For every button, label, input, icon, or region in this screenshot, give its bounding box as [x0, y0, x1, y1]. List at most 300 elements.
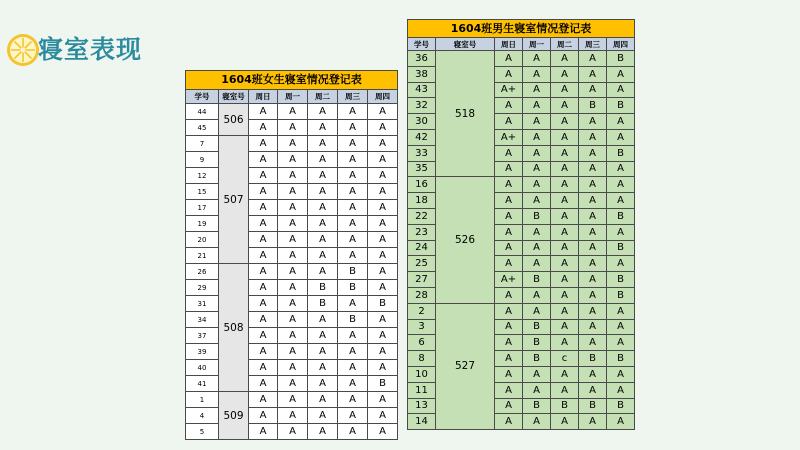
- col-header-monday: 周一: [278, 90, 308, 104]
- grade-cell: A: [308, 344, 338, 360]
- grade-cell: A: [495, 414, 523, 430]
- grade-cell: A: [278, 104, 308, 120]
- grade-cell: A: [338, 392, 368, 408]
- grade-cell: A: [495, 303, 523, 319]
- grade-cell: A: [579, 256, 607, 272]
- lemon-slice-icon: [6, 33, 40, 67]
- student-id-cell: 7: [186, 136, 219, 152]
- grade-cell: A: [278, 136, 308, 152]
- grade-cell: A: [523, 98, 551, 114]
- student-id-cell: 36: [408, 51, 436, 67]
- grade-cell: A: [249, 392, 278, 408]
- grade-cell: A: [308, 408, 338, 424]
- grade-cell: A: [551, 335, 579, 351]
- grade-cell: A: [249, 328, 278, 344]
- grade-cell: A: [523, 51, 551, 67]
- grade-cell: A: [308, 248, 338, 264]
- grade-cell: A: [495, 335, 523, 351]
- grade-cell: A: [308, 200, 338, 216]
- grade-cell: A: [278, 232, 308, 248]
- student-id-cell: 5: [186, 424, 219, 440]
- grade-cell: A: [249, 168, 278, 184]
- grade-cell: A: [495, 193, 523, 209]
- table-row: [186, 152, 398, 168]
- student-id-cell: 8: [408, 351, 436, 367]
- grade-cell: A: [278, 120, 308, 136]
- col-header-tuesday: 周二: [308, 90, 338, 104]
- student-id-cell: 18: [408, 193, 436, 209]
- student-id-cell: 12: [186, 168, 219, 184]
- col-header-monday: 周一: [523, 38, 551, 51]
- grade-cell: A: [579, 224, 607, 240]
- grade-cell: A: [551, 366, 579, 382]
- room-number-cell: 518: [436, 51, 495, 177]
- grade-cell: A: [495, 51, 523, 67]
- grade-cell: A: [308, 376, 338, 392]
- grade-cell: A: [368, 328, 398, 344]
- grade-cell: B: [338, 312, 368, 328]
- grade-cell: A: [523, 287, 551, 303]
- grade-cell: A: [579, 319, 607, 335]
- grade-cell: A: [551, 161, 579, 177]
- grade-cell: A: [338, 328, 368, 344]
- grade-cell: A: [308, 264, 338, 280]
- grade-cell: A: [579, 51, 607, 67]
- grade-cell: A: [579, 129, 607, 145]
- grade-cell: A: [338, 376, 368, 392]
- grade-cell: A: [278, 152, 308, 168]
- grade-cell: A: [278, 376, 308, 392]
- grade-cell: A: [249, 184, 278, 200]
- grade-cell: B: [607, 240, 635, 256]
- grade-cell: A: [523, 82, 551, 98]
- grade-cell: A: [368, 232, 398, 248]
- grade-cell: A: [523, 240, 551, 256]
- grade-cell: A: [338, 248, 368, 264]
- student-id-cell: 32: [408, 98, 436, 114]
- grade-cell: B: [338, 280, 368, 296]
- grade-cell: A: [308, 168, 338, 184]
- grade-cell: A: [551, 256, 579, 272]
- grade-cell: A: [308, 216, 338, 232]
- grade-cell: A: [249, 408, 278, 424]
- student-id-cell: 21: [186, 248, 219, 264]
- room-number-cell: 508: [219, 264, 249, 392]
- grade-cell: A: [523, 145, 551, 161]
- student-id-cell: 44: [186, 104, 219, 120]
- student-id-cell: 34: [186, 312, 219, 328]
- grade-cell: A: [551, 145, 579, 161]
- table-row: [408, 51, 635, 67]
- grade-cell: A: [278, 392, 308, 408]
- col-header-student-id: 学号: [186, 90, 219, 104]
- grade-cell: B: [607, 208, 635, 224]
- table-row: [186, 248, 398, 264]
- grade-cell: A: [249, 312, 278, 328]
- grade-cell: A: [579, 82, 607, 98]
- boys-table-caption: 1604班男生寝室情况登记表: [407, 19, 635, 37]
- grade-cell: A: [523, 114, 551, 130]
- grade-cell: A: [523, 366, 551, 382]
- grade-cell: A: [338, 216, 368, 232]
- grade-cell: A: [278, 296, 308, 312]
- grade-cell: A: [523, 224, 551, 240]
- student-id-cell: 1: [186, 392, 219, 408]
- grade-cell: A: [368, 152, 398, 168]
- student-id-cell: 29: [186, 280, 219, 296]
- grade-cell: A: [551, 114, 579, 130]
- table-row: [186, 376, 398, 392]
- grade-cell: A: [579, 114, 607, 130]
- grade-cell: A: [338, 296, 368, 312]
- table-row: [186, 232, 398, 248]
- grade-cell: A: [368, 392, 398, 408]
- table-row: [186, 200, 398, 216]
- grade-cell: A: [607, 114, 635, 130]
- grade-cell: A: [551, 66, 579, 82]
- student-id-cell: 24: [408, 240, 436, 256]
- grade-cell: B: [338, 264, 368, 280]
- grade-cell: A: [579, 272, 607, 288]
- student-id-cell: 37: [186, 328, 219, 344]
- room-number-cell: 507: [219, 136, 249, 264]
- table-row: [186, 120, 398, 136]
- grade-cell: A: [495, 382, 523, 398]
- grade-cell: A: [607, 193, 635, 209]
- grade-cell: A: [338, 232, 368, 248]
- table-row: [186, 216, 398, 232]
- grade-cell: A: [338, 424, 368, 440]
- table-row: [186, 104, 398, 120]
- grade-cell: B: [308, 296, 338, 312]
- room-number-cell: 509: [219, 392, 249, 440]
- boys-dorm-table: [407, 19, 635, 430]
- table-row: [186, 312, 398, 328]
- table-row: [186, 280, 398, 296]
- grade-cell: A: [523, 303, 551, 319]
- col-header-room: 寝室号: [436, 38, 495, 51]
- grade-cell: A: [579, 366, 607, 382]
- grade-cell: A: [249, 264, 278, 280]
- grade-cell: A: [308, 232, 338, 248]
- grade-cell: A: [579, 303, 607, 319]
- grade-cell: A: [249, 200, 278, 216]
- grade-cell: A: [579, 240, 607, 256]
- grade-cell: B: [523, 398, 551, 414]
- grade-cell: A: [607, 414, 635, 430]
- grade-cell: A: [308, 392, 338, 408]
- grade-cell: A: [551, 319, 579, 335]
- grade-cell: A: [278, 312, 308, 328]
- student-id-cell: 23: [408, 224, 436, 240]
- grade-cell: A: [551, 272, 579, 288]
- grade-cell: A: [551, 82, 579, 98]
- grade-cell: A: [308, 328, 338, 344]
- room-number-cell: 506: [219, 104, 249, 136]
- grade-cell: B: [607, 287, 635, 303]
- grade-cell: A: [278, 344, 308, 360]
- grade-cell: A: [579, 414, 607, 430]
- grade-cell: A: [368, 344, 398, 360]
- grade-cell: A: [523, 161, 551, 177]
- page-title: 寝室表现: [38, 35, 143, 64]
- grade-cell: B: [579, 98, 607, 114]
- grade-cell: A: [249, 296, 278, 312]
- grade-cell: A: [249, 216, 278, 232]
- grade-cell: A: [338, 152, 368, 168]
- student-id-cell: 27: [408, 272, 436, 288]
- header-row: [186, 90, 398, 104]
- student-id-cell: 40: [186, 360, 219, 376]
- grade-cell: A: [368, 424, 398, 440]
- student-id-cell: 28: [408, 287, 436, 303]
- grade-cell: A: [607, 161, 635, 177]
- grade-cell: A: [607, 319, 635, 335]
- grade-cell: A: [551, 177, 579, 193]
- grade-cell: A: [495, 98, 523, 114]
- student-id-cell: 43: [408, 82, 436, 98]
- grade-cell: A: [551, 287, 579, 303]
- table-row: [186, 296, 398, 312]
- student-id-cell: 16: [408, 177, 436, 193]
- grade-cell: A: [249, 424, 278, 440]
- grade-cell: A: [278, 408, 308, 424]
- grade-cell: A: [368, 264, 398, 280]
- grade-cell: A: [278, 360, 308, 376]
- grade-cell: A: [579, 66, 607, 82]
- grade-cell: B: [579, 398, 607, 414]
- table-row: [186, 168, 398, 184]
- grade-cell: A: [368, 104, 398, 120]
- grade-cell: A: [368, 168, 398, 184]
- student-id-cell: 33: [408, 145, 436, 161]
- col-header-thursday: 周四: [368, 90, 398, 104]
- grade-cell: B: [607, 51, 635, 67]
- grade-cell: B: [607, 145, 635, 161]
- grade-cell: A: [308, 424, 338, 440]
- grade-cell: B: [523, 208, 551, 224]
- grade-cell: A: [368, 200, 398, 216]
- grade-cell: A: [278, 248, 308, 264]
- student-id-cell: 25: [408, 256, 436, 272]
- grade-cell: A: [249, 376, 278, 392]
- table-row: [408, 177, 635, 193]
- grade-cell: A: [495, 319, 523, 335]
- table-row: [186, 360, 398, 376]
- student-id-cell: 13: [408, 398, 436, 414]
- grade-cell: A: [551, 414, 579, 430]
- grade-cell: B: [607, 398, 635, 414]
- col-header-room: 寝室号: [219, 90, 249, 104]
- header-row: [408, 38, 635, 51]
- student-id-cell: 45: [186, 120, 219, 136]
- grade-cell: A: [368, 120, 398, 136]
- student-id-cell: 39: [186, 344, 219, 360]
- student-id-cell: 30: [408, 114, 436, 130]
- grade-cell: A: [368, 408, 398, 424]
- grade-cell: B: [523, 272, 551, 288]
- grade-cell: A: [495, 398, 523, 414]
- grade-cell: B: [607, 272, 635, 288]
- grade-cell: A: [579, 335, 607, 351]
- grade-cell: B: [579, 351, 607, 367]
- grade-cell: A: [495, 287, 523, 303]
- grade-cell: A: [338, 104, 368, 120]
- grade-cell: A: [368, 184, 398, 200]
- grade-cell: A: [607, 66, 635, 82]
- grade-cell: A: [495, 256, 523, 272]
- grade-cell: A: [579, 193, 607, 209]
- grade-cell: A: [495, 351, 523, 367]
- grade-cell: A: [523, 66, 551, 82]
- grade-cell: B: [368, 376, 398, 392]
- table-row: [186, 344, 398, 360]
- grade-cell: A: [495, 114, 523, 130]
- grade-cell: B: [308, 280, 338, 296]
- grade-cell: c: [551, 351, 579, 367]
- grade-cell: A: [607, 129, 635, 145]
- grade-cell: A: [278, 328, 308, 344]
- col-header-student-id: 学号: [408, 38, 436, 51]
- grade-cell: A: [368, 136, 398, 152]
- grade-cell: A: [523, 129, 551, 145]
- student-id-cell: 11: [408, 382, 436, 398]
- grade-cell: A: [368, 248, 398, 264]
- girls-dorm-table: [185, 70, 398, 440]
- grade-cell: A: [607, 366, 635, 382]
- grade-cell: A: [249, 248, 278, 264]
- grade-cell: A: [249, 152, 278, 168]
- student-id-cell: 6: [408, 335, 436, 351]
- grade-cell: A: [249, 280, 278, 296]
- grade-cell: A: [308, 136, 338, 152]
- grade-cell: A: [551, 303, 579, 319]
- grade-cell: A: [607, 382, 635, 398]
- student-id-cell: 15: [186, 184, 219, 200]
- grade-cell: A: [338, 184, 368, 200]
- student-id-cell: 3: [408, 319, 436, 335]
- grade-cell: A: [249, 120, 278, 136]
- student-id-cell: 20: [186, 232, 219, 248]
- grade-cell: A: [607, 303, 635, 319]
- grade-cell: A: [368, 280, 398, 296]
- grade-cell: A: [249, 104, 278, 120]
- grade-cell: A: [338, 344, 368, 360]
- grade-cell: A: [579, 287, 607, 303]
- grade-cell: A: [607, 82, 635, 98]
- grade-cell: A: [607, 335, 635, 351]
- grade-cell: A: [308, 104, 338, 120]
- grade-cell: A: [607, 177, 635, 193]
- grade-cell: A: [607, 224, 635, 240]
- grade-cell: A: [249, 136, 278, 152]
- student-id-cell: 19: [186, 216, 219, 232]
- girls-table-body: [186, 104, 398, 440]
- student-id-cell: 9: [186, 152, 219, 168]
- grade-cell: B: [523, 351, 551, 367]
- grade-cell: A: [495, 177, 523, 193]
- grade-cell: A: [338, 408, 368, 424]
- grade-cell: A: [249, 344, 278, 360]
- col-header-tuesday: 周二: [551, 38, 579, 51]
- grade-cell: A: [495, 66, 523, 82]
- table-row: [186, 264, 398, 280]
- grade-cell: A: [579, 208, 607, 224]
- col-header-sunday: 周日: [495, 38, 523, 51]
- student-id-cell: 26: [186, 264, 219, 280]
- grade-cell: A: [278, 424, 308, 440]
- grade-cell: A: [308, 360, 338, 376]
- grade-cell: A: [551, 208, 579, 224]
- grade-cell: A: [551, 129, 579, 145]
- table-row: [186, 408, 398, 424]
- student-id-cell: 10: [408, 366, 436, 382]
- grade-cell: A: [523, 193, 551, 209]
- grade-cell: A: [278, 280, 308, 296]
- room-number-cell: 526: [436, 177, 495, 303]
- grade-cell: A: [551, 193, 579, 209]
- student-id-cell: 17: [186, 200, 219, 216]
- grade-cell: A: [579, 145, 607, 161]
- girls-table-caption: 1604班女生寝室情况登记表: [185, 70, 398, 89]
- room-number-cell: 527: [436, 303, 495, 429]
- col-header-wednesday: 周三: [338, 90, 368, 104]
- student-id-cell: 22: [408, 208, 436, 224]
- student-id-cell: 38: [408, 66, 436, 82]
- grade-cell: A: [495, 145, 523, 161]
- grade-cell: A: [278, 216, 308, 232]
- student-id-cell: 14: [408, 414, 436, 430]
- table-row: [186, 136, 398, 152]
- student-id-cell: 2: [408, 303, 436, 319]
- grade-cell: A: [278, 200, 308, 216]
- grade-cell: B: [523, 319, 551, 335]
- grade-cell: A: [278, 264, 308, 280]
- grade-cell: A: [308, 312, 338, 328]
- grade-cell: A: [579, 382, 607, 398]
- table-row: [186, 328, 398, 344]
- grade-cell: A+: [495, 129, 523, 145]
- grade-cell: B: [523, 335, 551, 351]
- grade-cell: A+: [495, 272, 523, 288]
- grade-cell: A: [249, 360, 278, 376]
- grade-cell: A: [495, 240, 523, 256]
- table-row: [186, 392, 398, 408]
- table-row: [408, 303, 635, 319]
- grade-cell: A: [368, 216, 398, 232]
- grade-cell: A: [551, 382, 579, 398]
- boys-table-body: [408, 51, 635, 430]
- grade-cell: A: [551, 51, 579, 67]
- grade-cell: A: [579, 161, 607, 177]
- student-id-cell: 35: [408, 161, 436, 177]
- table-row: [186, 184, 398, 200]
- grade-cell: A: [495, 208, 523, 224]
- grade-cell: A: [607, 256, 635, 272]
- student-id-cell: 41: [186, 376, 219, 392]
- grade-cell: A: [338, 200, 368, 216]
- grade-cell: A: [523, 414, 551, 430]
- student-id-cell: 4: [186, 408, 219, 424]
- grade-cell: A: [523, 382, 551, 398]
- grade-cell: A: [338, 168, 368, 184]
- grade-cell: A: [579, 177, 607, 193]
- grade-cell: B: [607, 351, 635, 367]
- col-header-thursday: 周四: [607, 38, 635, 51]
- student-id-cell: 31: [186, 296, 219, 312]
- grade-cell: A: [551, 98, 579, 114]
- grade-cell: B: [368, 296, 398, 312]
